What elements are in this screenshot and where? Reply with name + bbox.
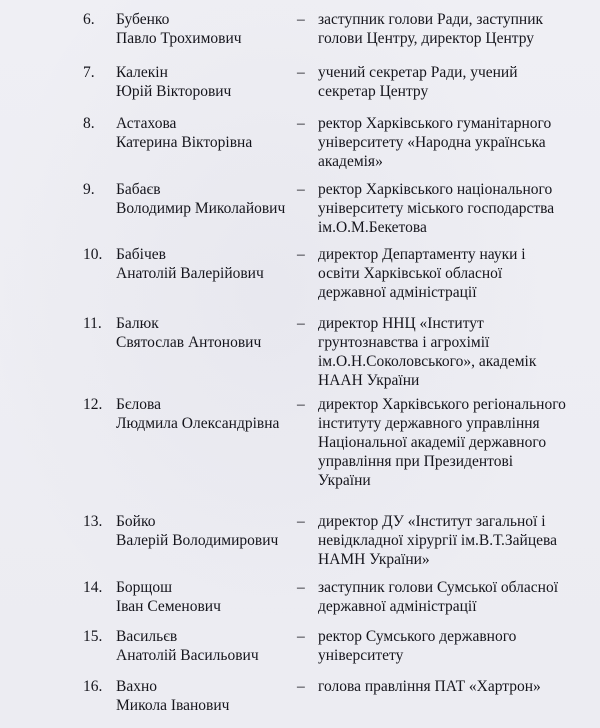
given-name: Юрій Вікторович: [116, 83, 232, 100]
given-name: Микола Іванович: [116, 697, 230, 714]
surname: Вахно: [116, 678, 158, 695]
given-name: Володимир Миколайович: [116, 200, 286, 217]
surname: Борщош: [116, 579, 173, 596]
given-name: Павло Трохимович: [116, 30, 242, 47]
separator-dash: –: [297, 11, 305, 28]
given-name: Катерина Вікторівна: [116, 134, 253, 151]
surname: Астахова: [116, 115, 177, 132]
surname: Бойко: [116, 513, 156, 530]
separator-dash: –: [297, 115, 305, 132]
item-number: 13.: [83, 513, 103, 530]
person-name: [116, 180, 296, 218]
separator-dash: –: [297, 678, 305, 695]
position-text: заступник голови Ради, заступник голови Центру, директор Центру: [318, 11, 544, 47]
separator-dash: –: [297, 246, 305, 263]
surname: Калекін: [116, 64, 168, 81]
separator-dash: –: [297, 181, 305, 198]
separator-dash: –: [297, 315, 305, 332]
person-name: [116, 627, 296, 665]
position-text: ректор Харківського національного університету міського господарства ім.О.М.Бекетова: [318, 181, 555, 236]
person-name: [116, 63, 296, 101]
item-number: 16.: [83, 678, 103, 695]
given-name: Іван Семенович: [116, 598, 221, 615]
given-name: Людмила Олександрівна: [116, 415, 280, 432]
item-number: 9.: [83, 181, 95, 198]
person-name: [116, 677, 296, 715]
surname: Бєлова: [116, 396, 162, 413]
item-number: 12.: [83, 396, 103, 413]
surname: Васильєв: [116, 628, 178, 645]
position-text: заступник голови Сумської обласної державної адміністрації: [318, 579, 559, 615]
item-number: 14.: [83, 579, 103, 596]
separator-dash: –: [297, 64, 305, 81]
position-text: ректор Харківського гуманітарного університету «Народна українська академія»: [318, 115, 552, 170]
separator-dash: –: [297, 579, 305, 596]
person-name: [116, 10, 296, 48]
given-name: Анатолій Валерійович: [116, 265, 264, 282]
surname: Бабаєв: [116, 181, 161, 198]
person-name: [116, 245, 296, 283]
separator-dash: –: [297, 513, 305, 530]
item-number: 7.: [83, 64, 95, 81]
item-number: 10.: [83, 246, 103, 263]
separator-dash: –: [297, 628, 305, 645]
position-text: ректор Сумського державного університету: [318, 628, 517, 664]
surname: Бабічев: [116, 246, 166, 263]
person-name: [116, 314, 296, 352]
position-text: директор Департаменту науки і освіти Харківської обласної державної адміністрації: [318, 246, 526, 301]
position-text: директор ДУ «Інститут загальної і невідкладної хірургії ім.В.Т.Зайцева НАМН України»: [318, 513, 557, 568]
person-name: [116, 395, 296, 433]
given-name: Святослав Антонович: [116, 334, 262, 351]
item-number: 8.: [83, 115, 95, 132]
given-name: Валерій Володимирович: [116, 532, 279, 549]
surname: Балюк: [116, 315, 159, 332]
item-number: 6.: [83, 11, 95, 28]
position-text: директор Харківського регіонального інституту державного управління Національної академії державного управління при Президентові України: [318, 396, 566, 489]
surname: Бубенко: [116, 11, 170, 28]
position-text: голова правління ПАТ «Хартрон»: [318, 678, 541, 695]
position-text: директор ННЦ «Інститут грунтознавства і агрохімії ім.О.Н.Соколовського», академік НААН України: [318, 315, 537, 389]
position-text: учений секретар Ради, учений секретар Центру: [318, 64, 518, 100]
separator-dash: –: [297, 396, 305, 413]
given-name: Анатолій Васильович: [116, 647, 259, 664]
person-name: [116, 114, 296, 152]
item-number: 11.: [83, 315, 102, 332]
item-number: 15.: [83, 628, 103, 645]
person-name: [116, 512, 296, 550]
person-name: [116, 578, 296, 616]
